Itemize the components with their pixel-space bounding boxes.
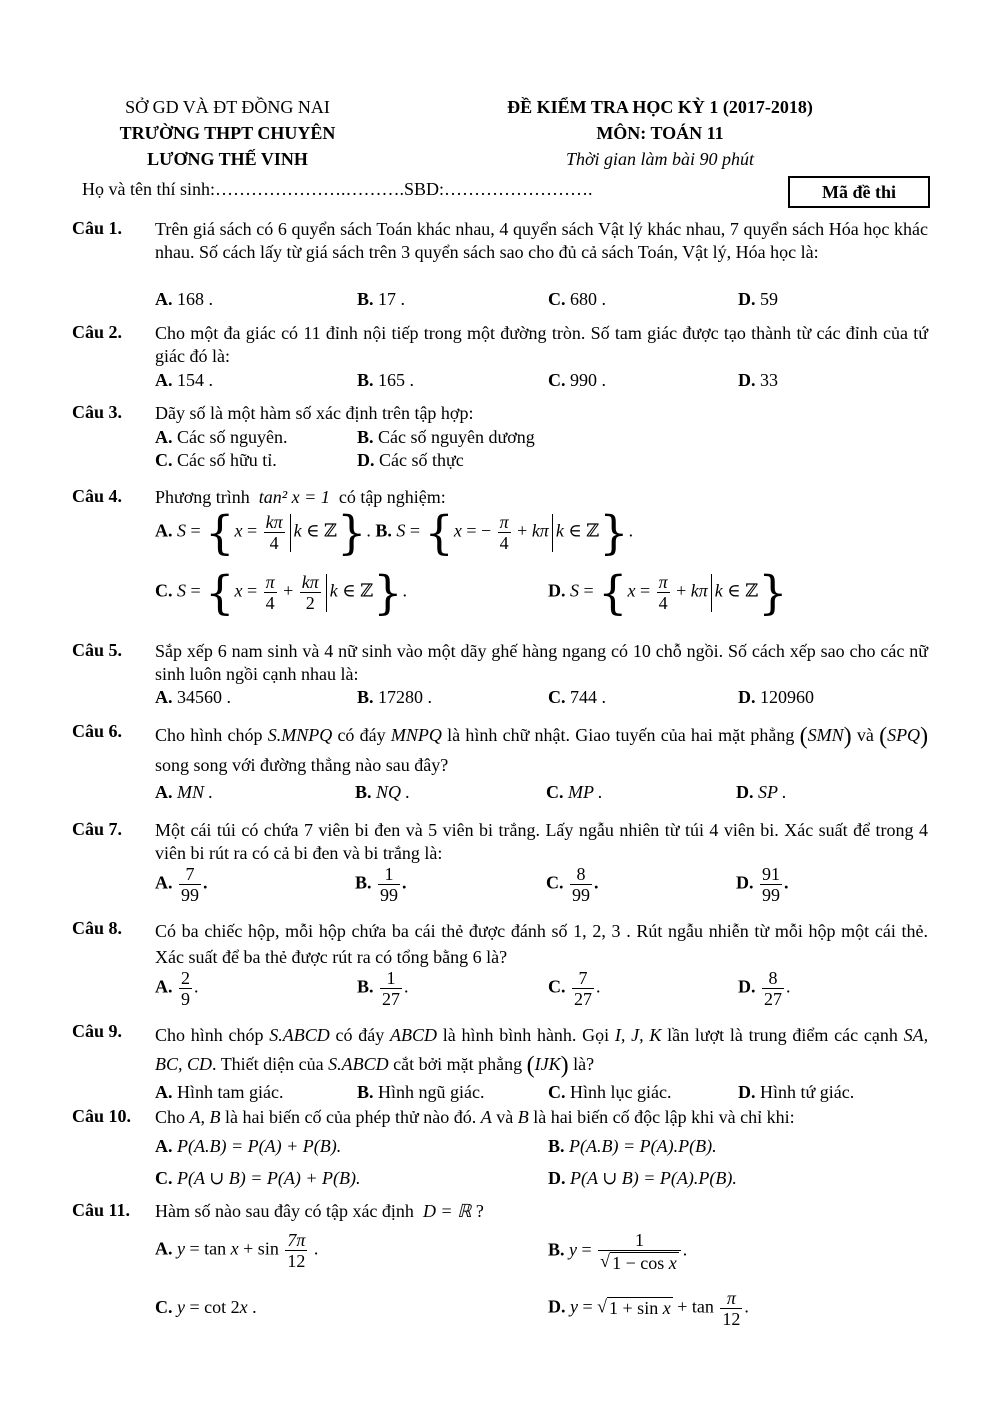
question-number: Câu 9.: [72, 1021, 123, 1041]
option-c: C. P(A ∪ B) = P(A) + P(B).: [155, 1168, 361, 1188]
option-a: A. $\frac{2}{9}$ .: [155, 968, 199, 1009]
option-b: B. Các số nguyên dương: [357, 427, 535, 447]
option-b: B. y = $\frac{1}{\text{√ 1 − cos x}}$ .: [548, 1230, 688, 1273]
question-text: Một cái túi có chứa 7 viên bi đen và 5 viên bi trắng. Lấy ngẫu nhiên từ túi 4 viên bi. Xác suất để trong 4 viên bi rút ra có cả bi đen và bi trắng là:: [155, 820, 928, 863]
option-d: D. $\frac{8}{27}$ .: [738, 968, 791, 1009]
question-text: Cho hình chóp S.MNPQ có đáy MNPQ là hình chữ nhật. Giao tuyến của hai mặt phẳng (SMN) và (SPQ) song song với đường thẳng nào sau đây?: [155, 723, 929, 776]
domain-expr: D = ℝ: [422, 1201, 472, 1221]
option-a: A. 34560 .: [155, 687, 231, 707]
school-name: TRƯỜNG THPT CHUYÊN: [119, 123, 336, 143]
question-text: Cho A, B là hai biến cố của phép thử nào đó. A và B là hai biến cố độc lập khi và chỉ khi:: [155, 1107, 795, 1127]
question-number: Câu 7.: [72, 819, 123, 839]
question-text: Phương trình tan² x = 1 có tập nghiệm:: [155, 487, 446, 507]
option-d: D. SP .: [736, 782, 787, 802]
option-b: B. 17 .: [357, 289, 406, 309]
option-b: B. Hình ngũ giác.: [357, 1082, 485, 1102]
question-text: Hàm số nào sau đây có tập xác định D = ℝ ?: [155, 1201, 484, 1221]
option-a: A. Các số nguyên.: [155, 427, 288, 447]
question-number: Câu 5.: [72, 640, 123, 660]
option-d: D. y = √ 1 + sin x + tan $\frac{\pi}{12}$ .: [548, 1288, 749, 1329]
option-b: B. $\frac{1}{27}$ .: [357, 968, 409, 1009]
option-d: D. S = {x = $\frac{\pi}{4}$ + kπ k ∈ ℤ}: [548, 565, 788, 620]
option-c: C. 744 .: [548, 687, 606, 707]
exam-subject: MÔN: TOÁN 11: [596, 123, 724, 143]
school-dept: SỞ GD VÀ ĐT ĐỒNG NAI: [125, 97, 330, 117]
option-a: A. $\frac{7}{99}$ .: [155, 864, 208, 905]
question-text: Trên giá sách có 6 quyển sách Toán khác nhau, 4 quyển sách Vật lý khác nhau, 7 quyển sách Hóa học khác nhau. Số cách lấy từ giá sách trên 3 quyển sách sao cho đủ cả sách Toán, Vật lý, Hóa học là:: [155, 219, 928, 262]
question-text: Dãy số là một hàm số xác định trên tập hợp:: [155, 403, 474, 423]
question-number: Câu 2.: [72, 322, 123, 342]
exam-title: ĐỀ KIỂM TRA HỌC KỲ 1 (2017-2018): [507, 97, 813, 117]
question-number: Câu 8.: [72, 918, 123, 938]
option-d: D. 59: [738, 289, 778, 309]
option-a: A. Hình tam giác.: [155, 1082, 284, 1102]
option-d: D. 120960: [738, 687, 814, 707]
question-number: Câu 3.: [72, 402, 123, 422]
option-a: A. P(A.B) = P(A) + P(B).: [155, 1136, 342, 1156]
option-c: C. 990 .: [548, 370, 606, 390]
option-c: C. Hình lục giác.: [548, 1082, 672, 1102]
option-b: B. NQ .: [355, 782, 411, 802]
option-c: C. $\frac{7}{27}$ .: [548, 968, 601, 1009]
question-number: Câu 4.: [72, 486, 123, 506]
student-info-line: Họ và tên thí sinh:………………….……….SBD:…………………….: [82, 179, 593, 199]
question-number: Câu 1.: [72, 218, 123, 238]
equation: tan² x = 1: [258, 487, 330, 507]
question-text: Sắp xếp 6 nam sinh và 4 nữ sinh vào một dãy ghế hàng ngang có 10 chỗ ngồi. Số cách xếp sao cho các nữ sinh luôn ngồi cạnh nhau là:: [155, 641, 928, 684]
option-d: D. Hình tứ giác.: [738, 1082, 855, 1102]
question-number: Câu 10.: [72, 1106, 132, 1126]
exam-time: Thời gian làm bài 90 phút: [565, 149, 755, 169]
question-text: Có ba chiếc hộp, mỗi hộp chứa ba cái thẻ được đánh số 1, 2, 3 . Rút ngẫu nhiễn từ mỗi hộp một cái thẻ. Xác suất để ba thẻ được rút ra có tổng bằng 6 là?: [155, 921, 928, 967]
school-name-2: LƯƠNG THẾ VINH: [147, 149, 308, 169]
option-c: C. 680 .: [548, 289, 606, 309]
question-number: Câu 6.: [72, 721, 123, 741]
option-c: C. y = cot 2x .: [155, 1297, 257, 1317]
option-c: C. Các số hữu tỉ.: [155, 450, 277, 470]
option-c: C. MP .: [546, 782, 603, 802]
question-text: Cho hình chóp S.ABCD có đáy ABCD là hình bình hành. Gọi I, J, K lần lượt là trung điểm các cạnh SA, BC, CD. Thiết diện của S.ABCD cắt bởi mặt phẳng (IJK) là?: [155, 1025, 929, 1079]
option-a: A. y = tan x + sin $\frac{7\pi}{12}$ .: [155, 1230, 319, 1271]
option-d: D. Các số thực: [357, 450, 464, 470]
option-c: C. $\frac{8}{99}$ .: [546, 864, 599, 905]
option-a: A. S = {x = $\frac{k\pi}{4}$ k ∈ ℤ}. B. S = {x = − $\frac{\pi}{4}$ + kπ k ∈ ℤ}.: [155, 505, 634, 560]
option-d: D. 33: [738, 370, 778, 390]
option-a: A. 154 .: [155, 370, 213, 390]
option-c: C. S = {x = $\frac{\pi}{4}$ + $\frac{k\pi}{2}$ k ∈ ℤ}.: [155, 565, 408, 620]
option-b: B. 17280 .: [357, 687, 433, 707]
option-b: B. 165 .: [357, 370, 415, 390]
option-d: D. $\frac{91}{99}$ .: [736, 864, 789, 905]
question-text: Cho một đa giác có 11 đỉnh nội tiếp trong một đường tròn. Số tam giác được tạo thành từ các đỉnh của tứ giác đó là:: [155, 323, 928, 366]
option-a: A. 168 .: [155, 289, 213, 309]
option-b: B. $\frac{1}{99}$ .: [355, 864, 407, 905]
exam-code-box: Mã đề thi: [788, 176, 930, 208]
option-d: D. P(A ∪ B) = P(A).P(B).: [548, 1168, 737, 1188]
option-a: A. MN .: [155, 782, 213, 802]
question-number: Câu 11.: [72, 1200, 131, 1220]
option-b: B. P(A.B) = P(A).P(B).: [548, 1136, 717, 1156]
